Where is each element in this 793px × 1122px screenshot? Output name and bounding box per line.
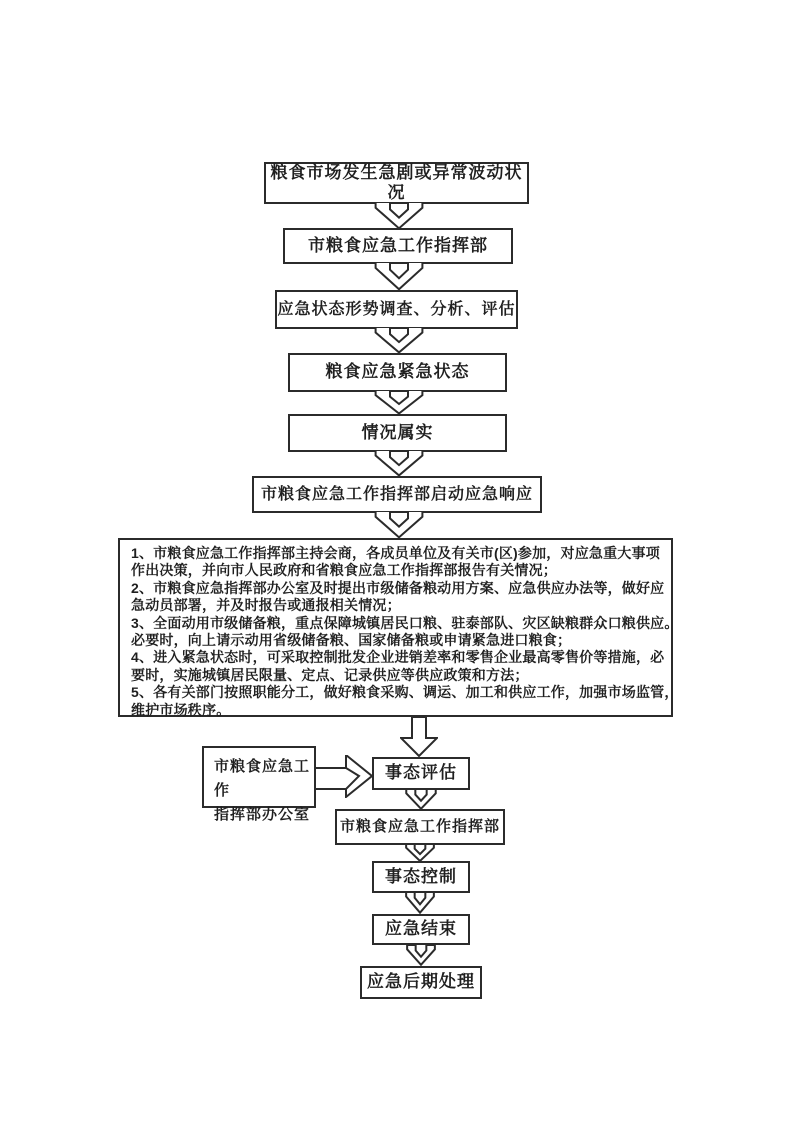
box-situation-confirmed: 情况属实 xyxy=(288,414,507,452)
box-situation-investigation: 应急状态形势调查、分析、评估 xyxy=(275,290,518,329)
down-arrow xyxy=(400,717,438,757)
down-chevron-arrow xyxy=(372,390,426,415)
down-chevron-arrow xyxy=(404,892,436,914)
box-grain-emergency-headquarters: 市粮食应急工作指挥部 xyxy=(283,228,513,264)
down-chevron-arrow xyxy=(372,262,426,291)
measure-line: 急动员部署，并及时报告或通报相关情况； xyxy=(131,597,401,614)
measure-line: 5、各有关部门按照职能分工，做好粮食采购、调运、加工和供应工作，加强市场监管， xyxy=(131,684,679,701)
measure-line: 维护市场秩序。 xyxy=(131,701,231,718)
down-chevron-arrow xyxy=(405,945,437,966)
measure-line: 2、市粮食应急指挥部办公室及时提出市级储备粮动用方案、应急供应办法等，做好应 xyxy=(131,579,665,596)
measure-line: 必要时，向上请示动用省级储备粮、国家储备粮或申请紧急进口粮食； xyxy=(131,632,572,649)
box-situation-control: 事态控制 xyxy=(372,861,470,893)
down-chevron-arrow xyxy=(372,511,426,539)
box-situation-assessment: 事态评估 xyxy=(372,757,470,790)
office-label-line2: 指挥部办公室 xyxy=(214,806,311,823)
box-activate-response: 市粮食应急工作指挥部启动应急响应 xyxy=(252,476,542,513)
down-chevron-arrow xyxy=(404,789,438,810)
down-chevron-arrow xyxy=(372,327,426,354)
measure-line: 要时，实施城镇居民限量、定点、记录供应等供应政策和方法； xyxy=(131,666,529,683)
box-emergency-measures xyxy=(118,538,679,718)
box-post-emergency-handling: 应急后期处理 xyxy=(360,966,482,999)
right-chevron-arrow xyxy=(316,755,373,798)
box-emergency-end: 应急结束 xyxy=(372,914,470,945)
measure-line: 3、全面动用市级储备粮，重点保障城镇居民口粮、驻泰部队、灾区缺粮群众口粮供应。 xyxy=(131,614,679,631)
measure-line: 1、市粮食应急工作指挥部主持会商，各成员单位及有关市(区)参加，对应急重大事项 xyxy=(131,545,660,561)
office-label-line1: 市粮食应急工作 xyxy=(214,758,311,799)
box-headquarters-review: 市粮食应急工作指挥部 xyxy=(335,809,505,845)
down-chevron-arrow xyxy=(372,202,426,230)
down-chevron-arrow xyxy=(372,450,426,477)
box-headquarters-office xyxy=(202,746,316,823)
box-emergency-state: 粮食应急紧急状态 xyxy=(288,353,507,392)
measure-line: 作出决策，并向市人民政府和省粮食应急工作指挥部报告有关情况； xyxy=(131,562,557,579)
measure-line: 4、进入紧急状态时，可采取控制批发企业进销差率和零售企业最高零售价等措施，必 xyxy=(131,649,665,666)
down-chevron-arrow xyxy=(404,844,436,862)
box-market-fluctuation: 粮食市场发生急剧或异常波动状况 xyxy=(264,162,529,204)
